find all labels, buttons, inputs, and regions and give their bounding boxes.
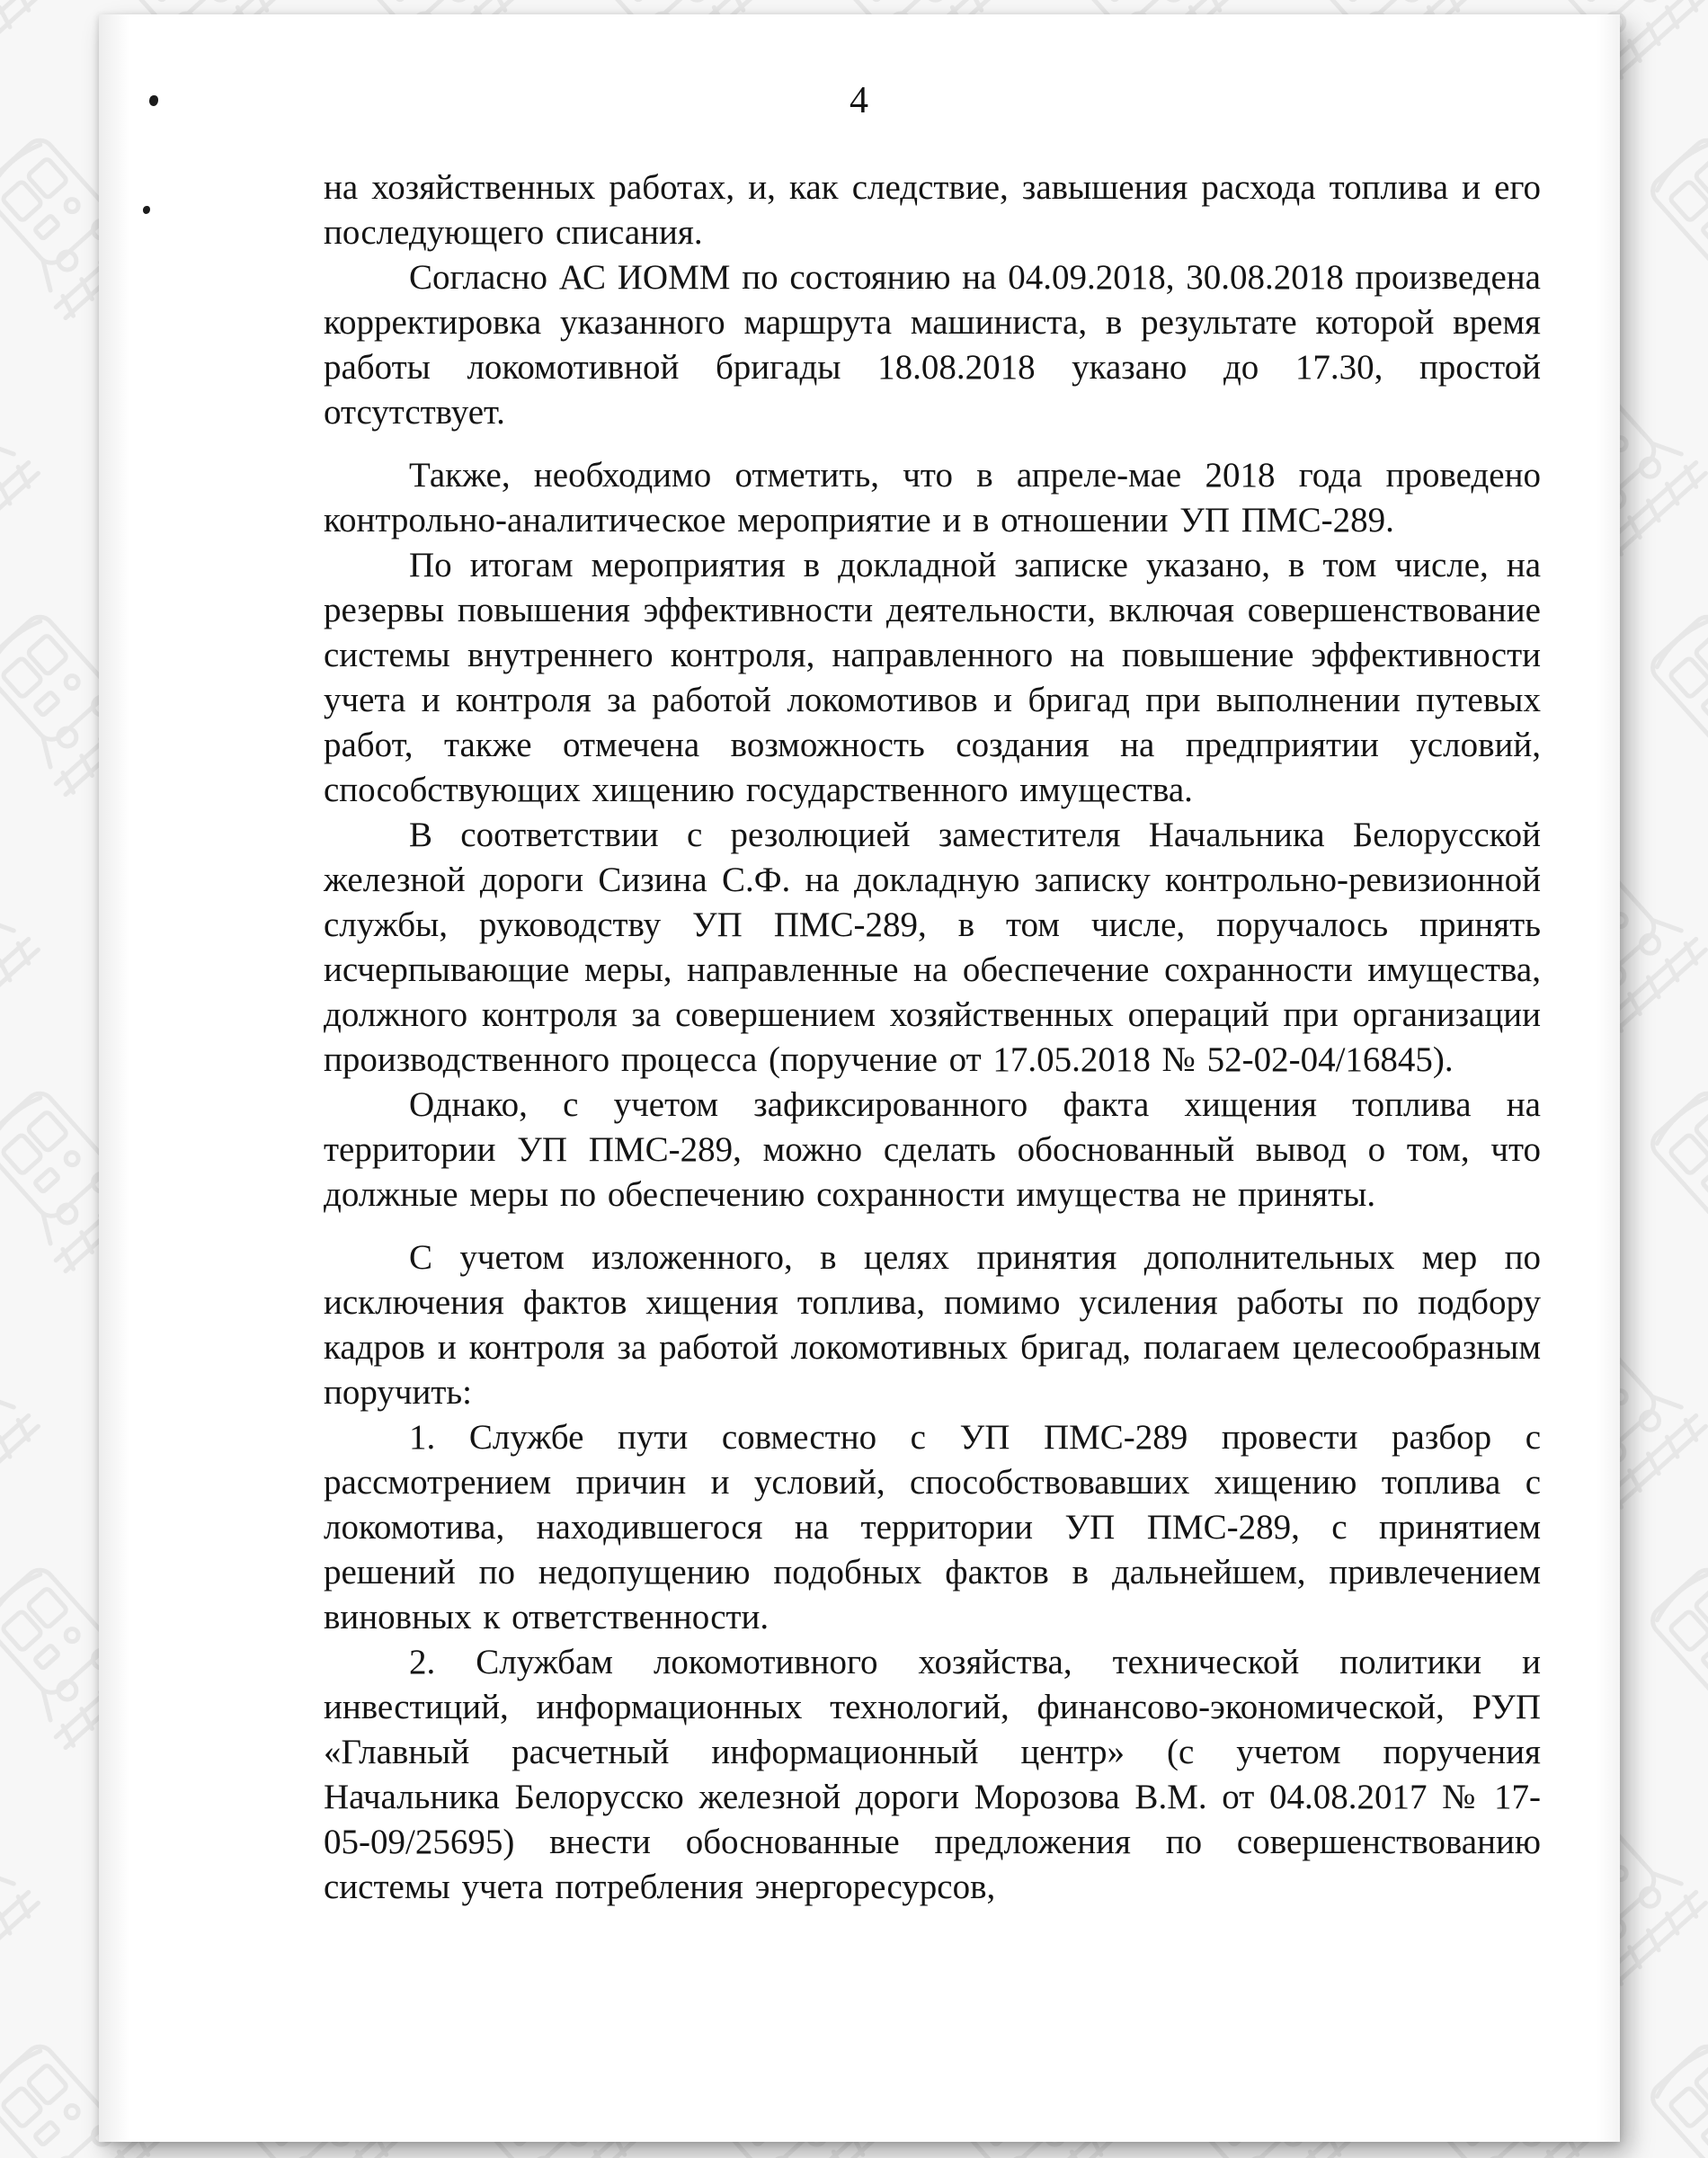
train-watermark-icon	[1618, 1538, 1708, 1762]
train-watermark-icon	[0, 0, 52, 94]
train-watermark-icon	[1618, 2015, 1708, 2158]
document-body	[99, 165, 1620, 1910]
train-watermark-icon	[0, 1777, 52, 2001]
paragraph: 1. Службе пути совместно с УП ПМС-289 провести разбор с рассмотрением причин и условий, способствовавших хищению топлива с локомотива, находившегося на территории УП ПМС-289, с принятием решений по недопущению подобных фактов в дальнейшем, привлечением виновных к ответственности.	[324, 1418, 1541, 1636]
page-number: 4	[850, 80, 869, 121]
train-watermark-icon	[0, 1300, 52, 1524]
document-page	[99, 14, 1620, 2142]
train-watermark-icon	[1618, 109, 1708, 333]
paragraph: С учетом изложенного, в целях принятия дополнительных мер по исключения фактов хищения топлива, помимо усиления работы по подбору кадров и контроля за работой локомотивных бригад, полагаем целесообразным поручить:	[324, 1238, 1541, 1412]
paragraph: Согласно АС ИОММ по состоянию на 04.09.2018, 30.08.2018 произведена корректировка указанного маршрута машиниста, в результате которой время работы локомотивной бригады 18.08.2018 указано до 17.30, простой отсутствует.	[324, 258, 1541, 432]
paragraph: По итогам мероприятия в докладной записке указано, в том числе, на резервы повышения эффективности деятельности, включая совершенствование системы внутреннего контроля, направленного на повышение эффективности учета и контроля за работой локомотивов и бригад при выполнении путевых работ, также отмечена возможность создания на предприятии условий, способствующих хищению государственного имущества.	[324, 546, 1541, 809]
train-watermark-icon	[0, 347, 52, 571]
paragraph: Однако, с учетом зафиксированного факта хищения топлива на территории УП ПМС-289, можно сделать обоснованный вывод о том, что должные меры по обеспечению сохранности имущества не приняты.	[324, 1085, 1541, 1214]
paragraph: на хозяйственных работах, и, как следствие, завышения расхода топлива и его последующего списания.	[324, 168, 1541, 252]
paragraph: В соответствии с резолюцией заместителя Начальника Белорусской железной дороги Сизина С.Ф. на докладную записку контрольно-ревизионной службы, руководству УП ПМС-289, в том числе, поручалось принять исчерпывающие меры, направленные на обеспечение сохранности имущества, должного контроля за совершением хозяйственных операций при организации производственного процесса (поручение от 17.05.2018 № 52-02-04/16845).	[324, 816, 1541, 1079]
paragraph: Также, необходимо отметить, что в апреле-мае 2018 года проведено контрольно-аналитическое мероприятие и в отношении УП ПМС-289.	[324, 456, 1541, 540]
train-watermark-icon	[1618, 1062, 1708, 1286]
train-watermark-icon	[1618, 585, 1708, 809]
train-watermark-icon	[0, 824, 52, 1048]
paragraph: 2. Службам локомотивного хозяйства, технической политики и инвестиций, информационных технологий, финансово-экономической, РУП «Главный расчетный информационный центр» (с учетом поручения Начальника Белорусско железной дороги Морозова В.М. от 04.08.2017 № 17-05-09/25695) внести обоснованные предложения по совершенствованию системы учета потребления энергоресурсов,	[324, 1643, 1541, 1906]
